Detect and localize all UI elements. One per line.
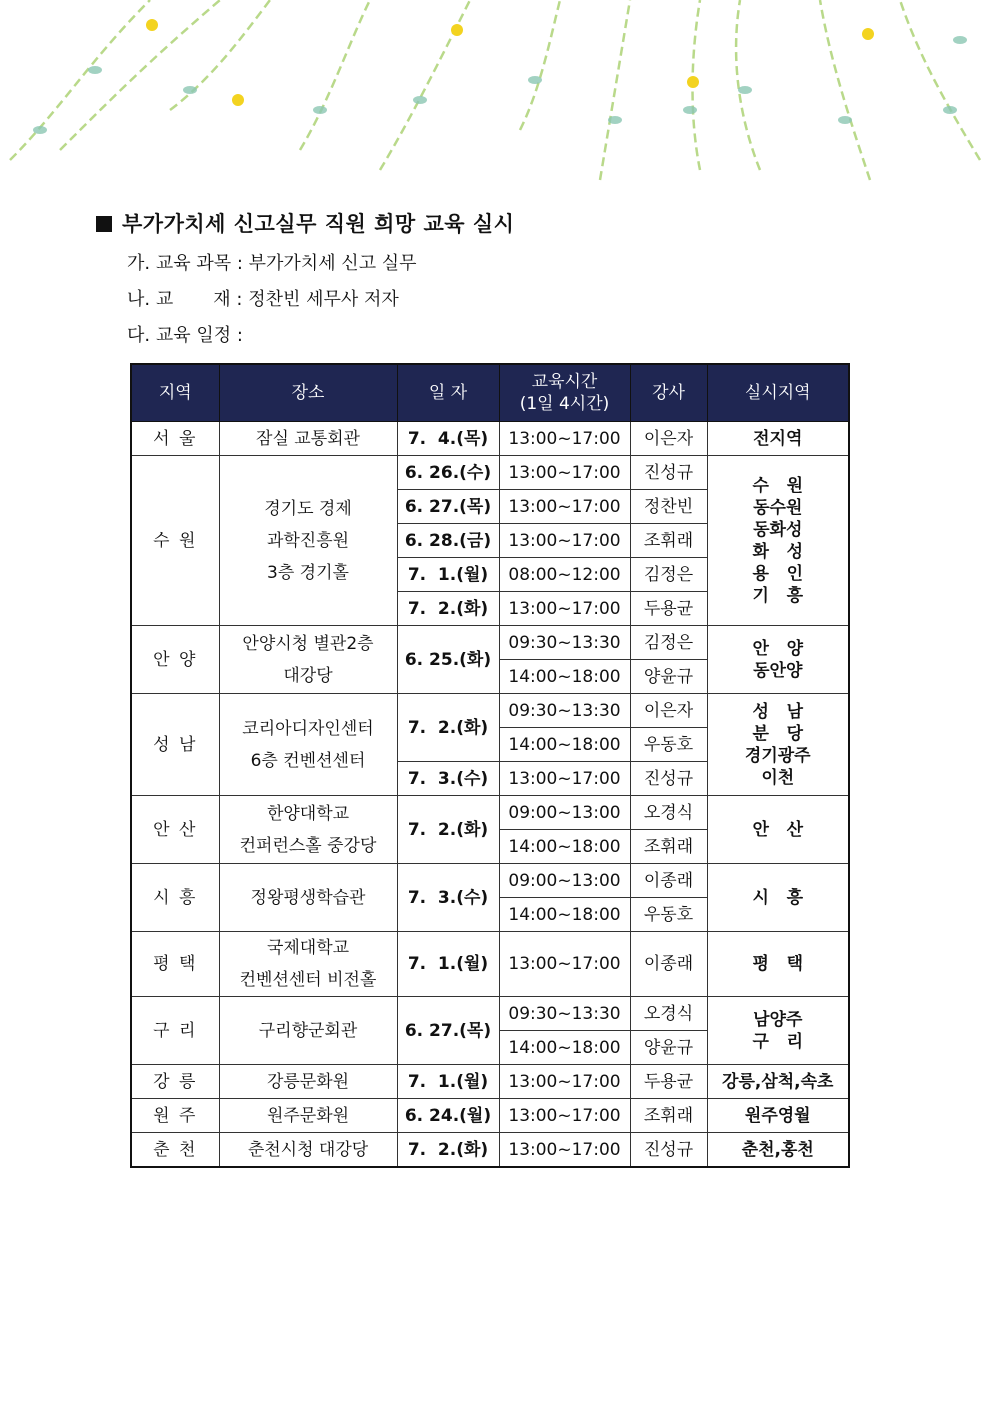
- time-cell: 09:00~13:00: [499, 864, 630, 898]
- region-cell: 안 산: [131, 796, 219, 864]
- time-cell: 13:00~17:00: [499, 1133, 630, 1168]
- material-label: 나. 교 재 :: [127, 289, 243, 310]
- time-cell: 13:00~17:00: [499, 456, 630, 490]
- place-line: 코리아디자인센터: [242, 718, 374, 739]
- lecturer-cell: 오경식: [630, 997, 707, 1031]
- info-course: [127, 249, 417, 275]
- date-cell: 7. 2.(화): [397, 796, 499, 864]
- date-cell: 6. 25.(화): [397, 626, 499, 694]
- table-row: [131, 456, 849, 490]
- date-cell: 7. 2.(화): [397, 694, 499, 762]
- time-cell: 14:00~18:00: [499, 830, 630, 864]
- time-cell: 13:00~17:00: [499, 524, 630, 558]
- header-time-line1: 교육시간: [531, 372, 598, 392]
- time-cell: 13:00~17:00: [499, 932, 630, 997]
- area-cell: [707, 422, 849, 456]
- lecturer-cell: 두용균: [630, 1065, 707, 1099]
- time-cell: 13:00~17:00: [499, 1099, 630, 1133]
- area-line: 시 흥: [752, 887, 804, 908]
- area-line: 기 흥: [752, 585, 804, 606]
- region-cell: 강 릉: [131, 1065, 219, 1099]
- date-cell: 7. 1.(월): [397, 558, 499, 592]
- course-value: 부가가치세 신고 실무: [248, 253, 417, 274]
- lecturer-cell: 진성규: [630, 762, 707, 796]
- place-line: 3층 경기홀: [267, 562, 349, 583]
- place-line: 대강당: [283, 665, 333, 686]
- place-cell: [219, 864, 397, 932]
- table-row: [131, 422, 849, 456]
- lecturer-cell: 우동호: [630, 728, 707, 762]
- area-cell: [707, 997, 849, 1065]
- section-heading: [96, 208, 514, 238]
- area-line: 경기광주: [744, 745, 811, 766]
- date-cell: 7. 2.(화): [397, 592, 499, 626]
- area-line: 원주영월: [744, 1105, 811, 1126]
- schedule-table: [130, 363, 850, 1168]
- heading-text: 부가가치세 신고실무 직원 희망 교육 실시: [122, 212, 515, 236]
- lecturer-cell: 김정은: [630, 626, 707, 660]
- place-cell: [219, 422, 397, 456]
- place-cell: [219, 932, 397, 997]
- place-line: 춘천시청 대강당: [247, 1139, 369, 1160]
- table-row: [131, 694, 849, 728]
- region-cell: 안 양: [131, 626, 219, 694]
- lecturer-cell: 정찬빈: [630, 490, 707, 524]
- lecturer-cell: 우동호: [630, 898, 707, 932]
- lecturer-cell: 오경식: [630, 796, 707, 830]
- region-cell: 수 원: [131, 456, 219, 626]
- lecturer-cell: 이종래: [630, 864, 707, 898]
- place-line: 정왕평생학습관: [250, 887, 366, 908]
- area-line: 동수원: [753, 497, 803, 518]
- table-row: [131, 1133, 849, 1168]
- lecturer-cell: 이은자: [630, 694, 707, 728]
- time-cell: 13:00~17:00: [499, 490, 630, 524]
- region-cell: 시 흥: [131, 864, 219, 932]
- table-row: [131, 864, 849, 898]
- course-label: 가. 교육 과목 :: [127, 253, 243, 274]
- schedule-label: 다. 교육 일정 :: [127, 325, 243, 346]
- area-line: 평 택: [752, 954, 804, 974]
- area-cell: [707, 456, 849, 626]
- date-cell: 7. 2.(화): [397, 1133, 499, 1168]
- lecturer-cell: 진성규: [630, 1133, 707, 1168]
- time-cell: 13:00~17:00: [499, 762, 630, 796]
- table-row: [131, 1065, 849, 1099]
- info-material: [127, 285, 399, 311]
- time-cell: 09:30~13:30: [499, 626, 630, 660]
- area-cell: [707, 1133, 849, 1168]
- table-row: [131, 997, 849, 1031]
- place-line: 한양대학교: [266, 803, 350, 824]
- region-cell: 성 남: [131, 694, 219, 796]
- header-lecturer: 강사: [630, 364, 707, 422]
- time-cell: 08:00~12:00: [499, 558, 630, 592]
- place-cell: [219, 626, 397, 694]
- info-schedule: [127, 321, 243, 347]
- time-cell: 09:30~13:30: [499, 997, 630, 1031]
- area-line: 화 성: [752, 541, 804, 562]
- place-line: 강릉문화원: [266, 1071, 350, 1092]
- header-date: 일 자: [397, 364, 499, 422]
- area-line: 안 산: [752, 819, 804, 840]
- lecturer-cell: 조휘래: [630, 1099, 707, 1133]
- time-cell: 09:30~13:30: [499, 694, 630, 728]
- area-line: 이천: [761, 767, 795, 788]
- area-cell: [707, 1099, 849, 1133]
- time-cell: 14:00~18:00: [499, 1031, 630, 1065]
- area-line: 구 리: [752, 1031, 804, 1052]
- square-bullet-icon: [96, 216, 112, 232]
- lecturer-cell: 김정은: [630, 558, 707, 592]
- region-cell: 서 울: [131, 422, 219, 456]
- region-cell: 평 택: [131, 932, 219, 997]
- place-line: 잠실 교통회관: [256, 428, 360, 449]
- place-cell: [219, 456, 397, 626]
- table-body: [131, 422, 849, 1168]
- area-line: 수 원: [752, 475, 804, 496]
- time-cell: 09:00~13:00: [499, 796, 630, 830]
- header-time-line2: (1일 4시간): [519, 394, 610, 414]
- lecturer-cell: 두용균: [630, 592, 707, 626]
- place-line: 과학진흥원: [266, 530, 350, 551]
- time-cell: 14:00~18:00: [499, 728, 630, 762]
- area-cell: [707, 1065, 849, 1099]
- area-cell: [707, 694, 849, 796]
- area-line: 동화성: [753, 519, 803, 540]
- area-line: 춘천,홍천: [741, 1139, 814, 1160]
- lecturer-cell: 조휘래: [630, 830, 707, 864]
- area-cell: [707, 626, 849, 694]
- place-line: 안양시청 별관2층: [242, 633, 374, 654]
- time-cell: 14:00~18:00: [499, 898, 630, 932]
- place-cell: [219, 997, 397, 1065]
- date-cell: 7. 4.(목): [397, 422, 499, 456]
- place-line: 국제대학교: [266, 938, 350, 958]
- material-value: 정찬빈 세무사 저자: [248, 289, 399, 310]
- lecturer-cell: 진성규: [630, 456, 707, 490]
- place-line: 컨퍼런스홀 중강당: [239, 835, 377, 856]
- lecturer-cell: 이종래: [630, 932, 707, 997]
- area-line: 분 당: [752, 723, 804, 744]
- time-cell: 13:00~17:00: [499, 592, 630, 626]
- area-line: 동안양: [753, 660, 803, 681]
- header-region: 지역: [131, 364, 219, 422]
- header-area: 실시지역: [707, 364, 849, 422]
- date-cell: 6. 28.(금): [397, 524, 499, 558]
- area-cell: [707, 796, 849, 864]
- table-header-row: [131, 364, 849, 422]
- date-cell: 6. 26.(수): [397, 456, 499, 490]
- table-row: [131, 1099, 849, 1133]
- date-cell: 7. 3.(수): [397, 864, 499, 932]
- date-cell: 6. 27.(목): [397, 490, 499, 524]
- place-line: 구리향군회관: [258, 1020, 358, 1041]
- date-cell: 7. 3.(수): [397, 762, 499, 796]
- place-cell: [219, 1133, 397, 1168]
- place-cell: [219, 694, 397, 796]
- area-line: 성 남: [752, 701, 804, 722]
- area-cell: [707, 864, 849, 932]
- region-cell: 구 리: [131, 997, 219, 1065]
- place-cell: [219, 1065, 397, 1099]
- area-line: 남양주: [753, 1009, 803, 1030]
- region-cell: 원 주: [131, 1099, 219, 1133]
- time-cell: 13:00~17:00: [499, 1065, 630, 1099]
- lecturer-cell: 양윤규: [630, 1031, 707, 1065]
- header-place: 장소: [219, 364, 397, 422]
- date-cell: 6. 24.(월): [397, 1099, 499, 1133]
- lecturer-cell: 이은자: [630, 422, 707, 456]
- lecturer-cell: 양윤규: [630, 660, 707, 694]
- header-time: [499, 364, 630, 422]
- area-line: 강릉,삼척,속초: [722, 1071, 834, 1092]
- place-cell: [219, 796, 397, 864]
- place-line: 원주문화원: [266, 1105, 350, 1126]
- area-cell: [707, 932, 849, 997]
- lecturer-cell: 조휘래: [630, 524, 707, 558]
- place-cell: [219, 1099, 397, 1133]
- date-cell: 6. 27.(목): [397, 997, 499, 1065]
- date-cell: 7. 1.(월): [397, 1065, 499, 1099]
- table-row: [131, 626, 849, 660]
- area-line: 안 양: [752, 638, 804, 659]
- place-line: 경기도 경제: [264, 498, 352, 519]
- place-line: 컨벤션센터 비전홀: [239, 970, 377, 990]
- area-line: 전지역: [753, 428, 803, 449]
- date-cell: 7. 1.(월): [397, 932, 499, 997]
- place-line: 6층 컨벤션센터: [250, 750, 366, 771]
- table-row: [131, 796, 849, 830]
- vine-decoration: [0, 0, 992, 195]
- region-cell: 춘 천: [131, 1133, 219, 1168]
- time-cell: 14:00~18:00: [499, 660, 630, 694]
- area-line: 용 인: [752, 563, 804, 584]
- table-row: [131, 932, 849, 997]
- time-cell: 13:00~17:00: [499, 422, 630, 456]
